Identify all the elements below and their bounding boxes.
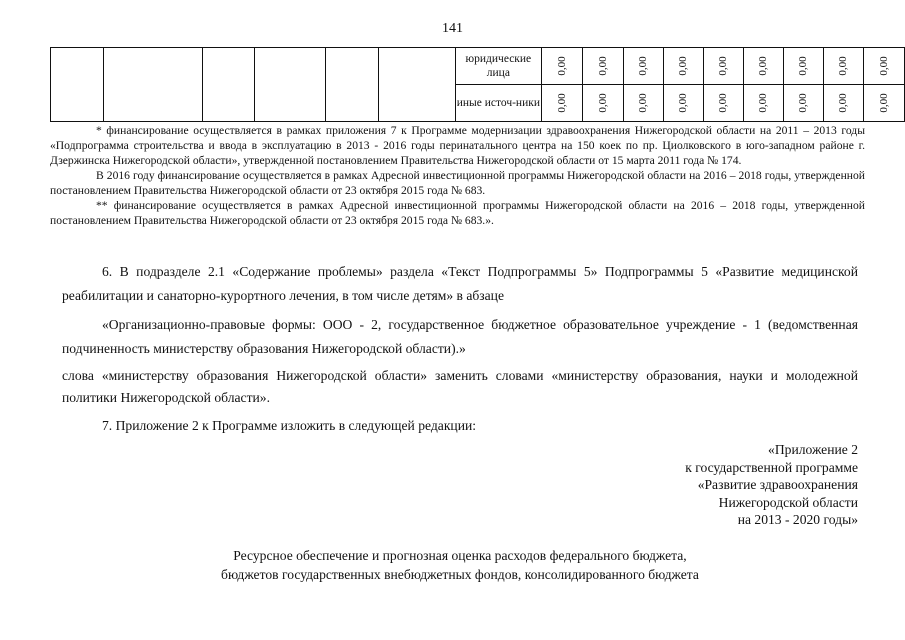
funding-source-cell: юридические лица [455, 48, 541, 85]
value-cell: 0,00 [863, 85, 904, 122]
table-cell-empty [51, 48, 104, 122]
appendix-line: «Приложение 2 [768, 442, 858, 457]
value-cell: 0,00 [783, 48, 823, 85]
footnote-1: * финансирование осуществляется в рамках приложения 7 к Программе модернизации здравоохранения Нижегородской области на 2011 – 2013 годы «Подпрограмма строительства и ввода в эксплуатацию в 2013 - 2016 годы перинатального центра на 150 коек по пр. Циолковского в юго-западном районе г. Дзержинска Нижегородской области», утвержденной постановлением Правительства Нижегородской области от 15 марта 2011 года № 174. [50, 124, 865, 167]
value-cell: 0,00 [823, 48, 863, 85]
table-cell-empty [325, 48, 378, 122]
value-cell: 0,00 [743, 48, 783, 85]
appendix-line: Нижегородской области [718, 494, 858, 510]
table-cell-empty [378, 48, 455, 122]
value-cell: 0,00 [583, 85, 624, 122]
value-cell: 0,00 [624, 85, 664, 122]
appendix-line: на 2013 - 2020 годы» [737, 512, 858, 527]
appendix-line: «Развитие здравоохранения [697, 477, 858, 492]
page-number: 141 [442, 21, 463, 36]
value-cell: 0,00 [823, 85, 863, 122]
paragraph-6 [62, 260, 858, 308]
section-caption [0, 546, 905, 584]
financing-table [50, 47, 905, 122]
replacement-paragraph [62, 365, 858, 409]
value-cell: 0,00 [542, 48, 583, 85]
table-cell-empty [103, 48, 202, 122]
value-cell: 0,00 [542, 85, 583, 122]
value-cell: 0,00 [663, 85, 703, 122]
quoted-paragraph [62, 313, 858, 361]
replacement-paragraph-text: слова «министерству образования Нижегородской области» заменить словами «министерству образования, науки и молодежной политики Нижегородской области». [62, 368, 858, 405]
value-cell: 0,00 [663, 48, 703, 85]
paragraph-7-text: 7. Приложение 2 к Программе изложить в следующей редакции: [102, 418, 477, 433]
caption-line: бюджетов государственных внебюджетных фондов, консолидированного бюджета [221, 567, 699, 582]
table-cell-empty [203, 48, 255, 122]
paragraph-6-text: 6. В подразделе 2.1 «Содержание проблемы» раздела «Текст Подпрограммы 5» Подпрограммы 5 «Развитие медицинской реабилитации и санаторно-курортного лечения, в том числе детям» в абзаце [62, 264, 858, 303]
quoted-paragraph-text: «Организационно-правовые формы: ООО - 2, государственное бюджетное образовательное учреждение - 1 (ведомственная подчиненность министерству образования Нижегородской области).» [62, 317, 858, 356]
table-cell-empty [254, 48, 325, 122]
value-cell: 0,00 [783, 85, 823, 122]
appendix-header [685, 441, 858, 529]
funding-source-cell: иные источ-ники [455, 85, 541, 122]
value-cell: 0,00 [863, 48, 904, 85]
paragraph-7 [62, 416, 858, 435]
table-footnotes [50, 123, 865, 228]
value-cell: 0,00 [743, 85, 783, 122]
caption-line: Ресурсное обеспечение и прогнозная оценка расходов федерального бюджета, [233, 548, 687, 563]
footnote-3: ** финансирование осуществляется в рамках Адресной инвестиционной программы Нижегородской области на 2016 – 2018 годы, утвержденной постановлением Правительства Нижегородской области от 23 октября 2015 года № 683.». [50, 199, 865, 227]
table-row [51, 48, 905, 85]
value-cell: 0,00 [703, 48, 743, 85]
footnote-2: В 2016 году финансирование осуществляется в рамках Адресной инвестиционной программы Нижегородской области на 2016 – 2018 годы, утвержденной постановлением Правительства Нижегородской области от 23 октября 2015 года № 683. [50, 169, 865, 197]
value-cell: 0,00 [624, 48, 664, 85]
value-cell: 0,00 [703, 85, 743, 122]
appendix-line: к государственной программе [685, 459, 858, 475]
value-cell: 0,00 [583, 48, 624, 85]
